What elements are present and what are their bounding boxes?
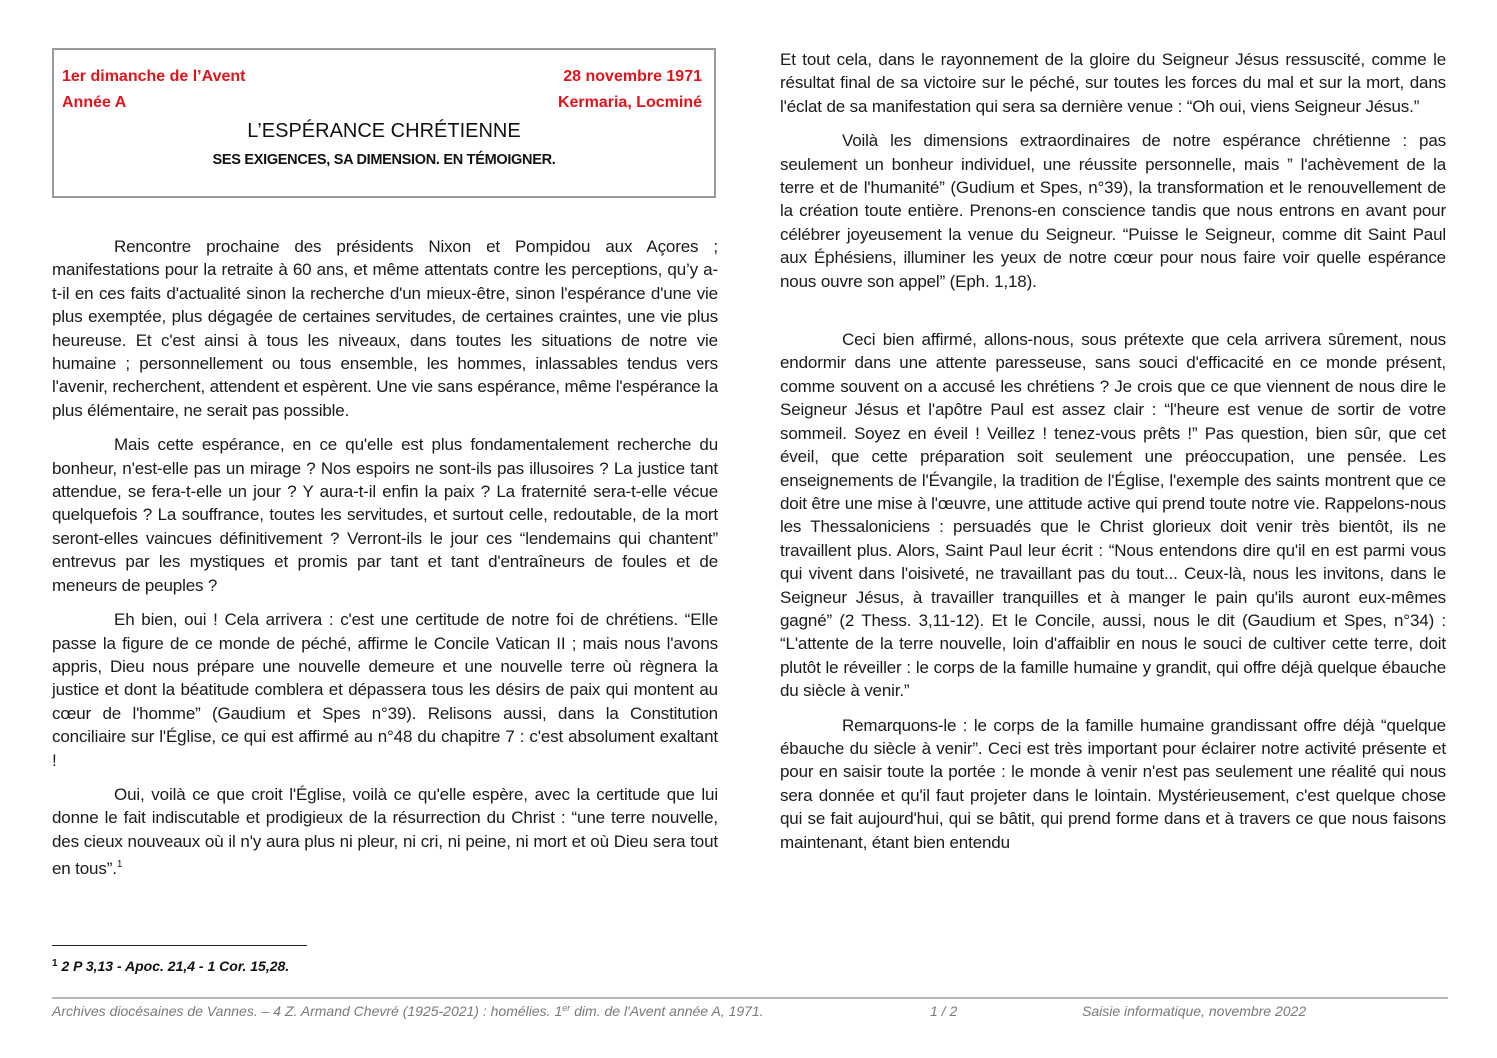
page-number: 1 / 2 (930, 1003, 958, 1019)
paragraph: Et tout cela, dans le rayonnement de la gloire du Seigneur Jésus ressuscité, comme le résultat final de sa victoire sur le péché, sur toutes les forces du mal et sur la mort, dans l'éclat de sa manifestation qui sera sa dernière venue : “Oh oui, viens Seigneur Jésus.” (780, 50, 1446, 116)
footer-separator (52, 997, 1448, 999)
footnote-text: 2 P 3,13 - Apoc. 21,4 - 1 Cor. 15,28. (61, 958, 290, 974)
paragraph: Eh bien, oui ! Cela arrivera : c'est une certitude de notre foi de chrétiens. “Elle passe la figure de ce monde de péché, affirme le Concile Vatican II ; mais nous l'avons appris, Dieu nous prépare une nouvelle demeure et une nouvelle terre où règnera la justice et dont la béatitude comblera et dépassera tous les désirs de paix qui montent au cœur de l'homme” (Gaudium et Spes n°39). Relisons aussi, dans la Constitution conciliaire sur l'Église, ce qui est affirmé au n°48 du chapitre 7 : c'est absolument exaltant ! (52, 610, 718, 770)
document-header (52, 48, 716, 198)
footer-credit: Saisie informatique, novembre 2022 (1082, 1003, 1307, 1019)
footer-source (52, 1003, 764, 1019)
document-title: L’ESPÉRANCE CHRÉTIENNE (247, 120, 521, 142)
liturgical-info (62, 64, 245, 116)
right-column (780, 48, 1446, 854)
document-subtitle: SES EXIGENCES, SA DIMENSION. EN TÉMOIGNER. (212, 152, 556, 168)
paragraph: Ceci bien affirmé, allons-nous, sous prétexte que cela arrivera sûrement, nous endormir dans une attente paresseuse, sans souci d'efficacité en ce monde présent, comme souvent on a accusé les chrétiens ? Je crois que ce que viennent de nous dire le Seigneur Jésus et l'apôtre Paul est assez clair : “l'heure est venue de sortir de votre sommeil. Soyez en éveil ! Veillez ! tenez-vous prêts !” Pas question, bien sûr, que cet éveil, que cette préparation soit seulement une préoccupation, une pensée. Les enseignements de l'Évangile, la tradition de l'Église, l'exemple des saints montrent que ce doit être une mise à l'œuvre, une attitude active qui prend toute notre vie. Rappelons-nous les Thessaloniciens : persuadés que le Christ glorieux doit venir très bientôt, ils ne travaillent plus. Alors, Saint Paul leur écrit : “Nous entendons dire qu'il en est parmi vous qui vivent dans l'oisiveté, ne travaillant pas du tout... Ceux-là, nous les invitons, dans le Seigneur Jésus, à travailler tranquilles et à manger le pain qu'ils auront eux-mêmes gagné” (2 Thess. 3,11-12). Et le Concile, aussi, nous le dit (Gaudium et Spes, n°34) : “L'attente de la terre nouvelle, loin d'affaiblir en nous le souci de cultiver cette terre, doit plutôt le réveiller : le corps de la famille humaine y grandit, qui offre déjà quelque ébauche du siècle à venir.” (780, 330, 1446, 701)
footer-source-text: Archives diocésaines de Vannes. – 4 Z. Armand Chevré (1925-2021) : homélies. 1 (52, 1003, 563, 1019)
date: 28 novembre 1971 (563, 68, 702, 85)
liturgical-day: 1er dimanche de l’Avent (62, 68, 246, 85)
footnote-separator (52, 945, 307, 946)
left-column (52, 235, 718, 881)
paragraph-text: Oui, voilà ce que croit l'Église, voilà ce qu'elle espère, avec la certitude que lui donne le fait indiscutable et prodigieux de la résurrection du Christ : “une terre nouvelle, des cieux nouveaux où il n'y aura plus ni pleur, ni cri, ni peine, ni mort et où Dieu sera tout en tous”. (52, 784, 718, 879)
place: Kermaria, Locminé (557, 94, 702, 111)
paragraph: Mais cette espérance, en ce qu'elle est plus fondamentalement recherche du bonheur, n'est-elle pas un mirage ? Nos espoirs ne sont-ils pas illusoires ? La justice tant attendue, se fera-t-elle un jour ? Y aura-t-il enfin la paix ? La fraternité sera-t-elle vécue quelquefois ? La souffrance, toutes les servitudes, et surtout celle, redoutable, de la mort seront-elles vaincues définitivement ? Verront-ils le jour ces “lendemains qui chantent” entrevus par les mystiques et promis par tant et tant d'entraîneurs de foules et de meneurs de peuples ? (52, 435, 718, 595)
footnote-number: 1 (52, 958, 58, 969)
paragraph-with-footnote (52, 783, 718, 881)
footnote (52, 958, 289, 974)
footer-ordinal: er (562, 1003, 571, 1013)
footnote-reference[interactable]: 1 (116, 859, 123, 871)
paragraph: Remarquons-le : le corps de la famille humaine grandissant offre déjà “quelque ébauche du siècle à venir”. Ceci est très important pour éclairer notre activité présente et pour en saisir toute la portée : le monde à venir n'est pas seulement une réalité qui nous sera donnée et qu'il faut projeter dans le lointain. Mystérieusement, c'est quelque chose qui se fait aujourd'hui, qui se bâtit, qui prend forme dans et à travers ce que nous faisons maintenant, étant bien entendu (780, 715, 1446, 852)
paragraph: Voilà les dimensions extraordinaires de notre espérance chrétienne : pas seulement un bonheur individuel, une réussite personnelle, mais ” l'achèvement de la terre et de l'humanité” (Gudium et Spes, n°39), la transformation et le renouvellement de la création toute entière. Prenons-en conscience tandis que nous entrons en avant pour célébrer joyeusement la venue du Seigneur. “Puisse le Seigneur, comme dit Saint Paul aux Éphésiens, illuminer les yeux de notre cœur pour nous faire voir quelle espérance nous ouvre son appel” (Eph. 1,18). (780, 131, 1446, 291)
date-place (558, 64, 702, 116)
liturgical-year: Année A (62, 94, 127, 111)
paragraph: Rencontre prochaine des présidents Nixon et Pompidou aux Açores ; manifestations pour la retraite à 60 ans, et même attentats contre les perceptions, qu’y a-t-il en ces faits d'actualité sinon la recherche d'un mieux-être, sinon l'espérance d'une vie plus exemptée, plus dégagée de certaines servitudes, de certaines craintes, une vie plus heureuse. Et c'est ainsi à tous les niveaux, dans toutes les situations de notre vie humaine ; personnellement ou tous ensemble, les hommes, inlassables tendus vers l'avenir, recherchent, attendent et espèrent. Une vie sans espérance, même l'espérance la plus élémentaire, ne serait pas possible. (52, 237, 718, 420)
footer-source-text-end: dim. de l'Avent année A, 1971. (570, 1003, 764, 1019)
